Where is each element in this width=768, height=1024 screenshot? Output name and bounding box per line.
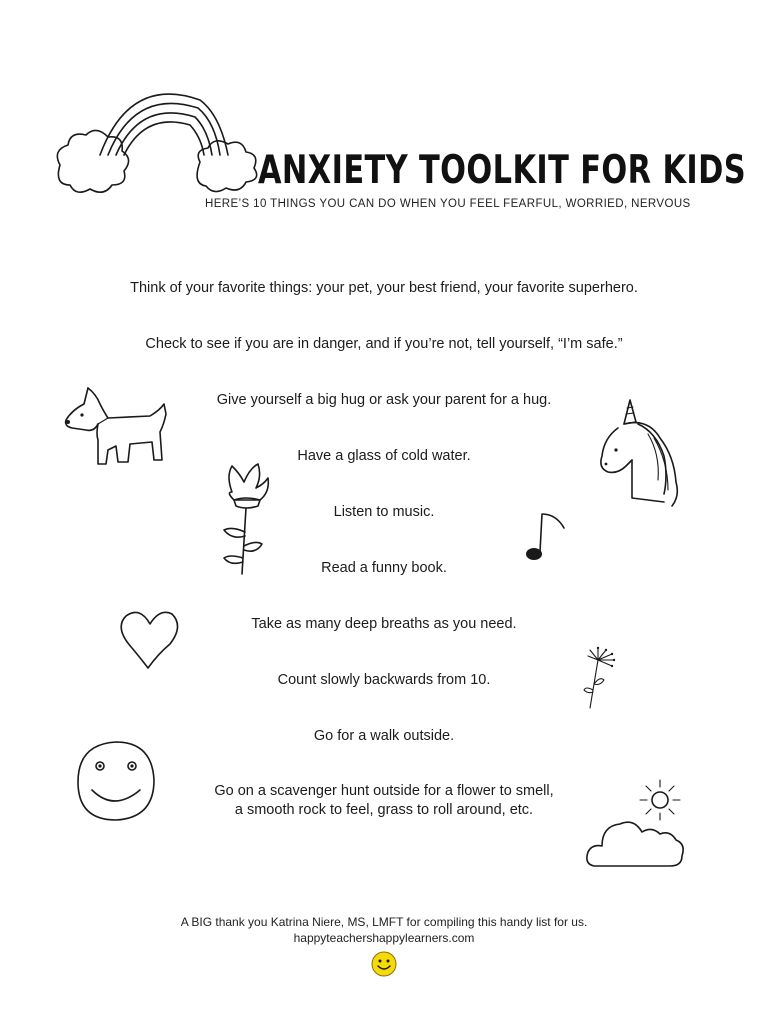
tip-item: Have a glass of cold water. <box>297 448 471 464</box>
rainbow-icon <box>50 80 260 195</box>
music-note-icon <box>520 508 572 564</box>
tip-item: Listen to music. <box>333 504 435 520</box>
tip-item: Check to see if you are in danger, and if you’re not, tell yourself, “I’m safe.” <box>145 336 623 352</box>
tip-item: Go for a walk outside. <box>313 728 455 744</box>
yellow-smiley-icon <box>370 950 398 978</box>
tip-item: Read a funny book. <box>321 560 447 576</box>
page-title: ANXIETY TOOLKIT FOR KIDS <box>258 148 747 193</box>
footer-credit: A BIG thank you Katrina Niere, MS, LMFT for compiling this handy list for us. <box>180 915 588 929</box>
flower-icon <box>218 462 274 580</box>
heart-icon <box>118 606 184 672</box>
unicorn-icon <box>594 398 690 510</box>
tip-item: Give yourself a big hug or ask your parent for a hug. <box>216 392 552 408</box>
tip-item: Count slowly backwards from 10. <box>277 672 491 688</box>
footer-website[interactable]: happyteachershappylearners.com <box>293 931 475 945</box>
page-subtitle: HERE’S 10 THINGS YOU CAN DO WHEN YOU FEEL FEARFUL, WORRIED, NERVOUS <box>205 198 691 210</box>
cloud-icon <box>584 814 688 872</box>
dog-icon <box>60 380 170 472</box>
tip-item: Take as many deep breaths as you need. <box>251 616 517 632</box>
tip-item: a smooth rock to feel, grass to roll around, etc. <box>234 802 534 818</box>
smiley-face-icon <box>74 738 158 824</box>
dandelion-icon <box>580 646 624 712</box>
tip-item: Think of your favorite things: your pet, your best friend, your favorite superhero. <box>130 280 638 296</box>
tip-item: Go on a scavenger hunt outside for a flower to smell, <box>214 783 554 799</box>
